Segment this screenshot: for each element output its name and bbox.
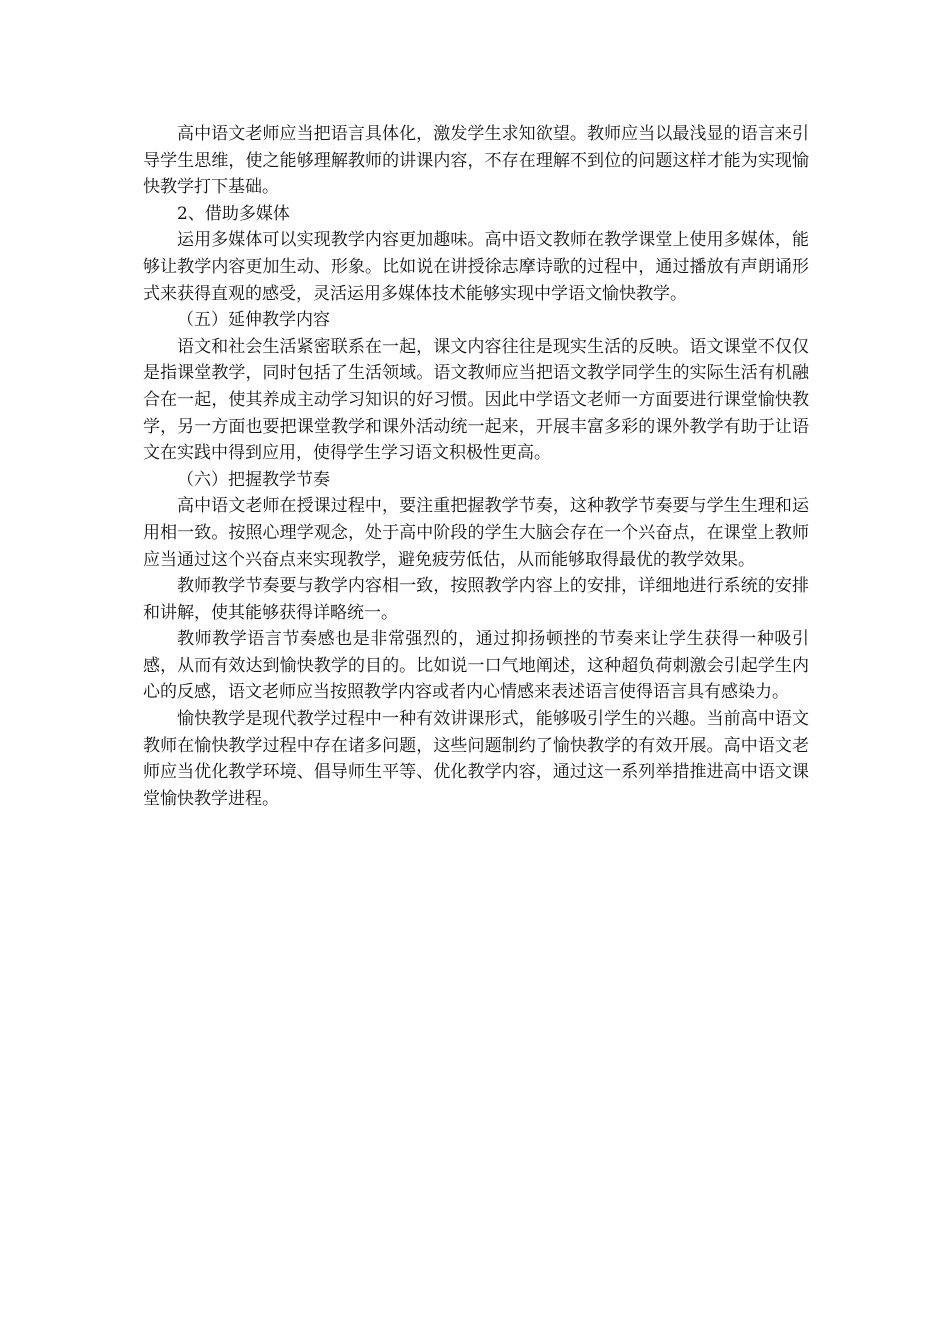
paragraph-conclusion: 愉快教学是现代教学过程中一种有效讲课形式，能够吸引学生的兴趣。当前高中语文教师在愉快教学过程中存在诸多问题，这些问题制约了愉快教学的有效开展。高中语文老师应当优化教学环境、倡导师生平等、优化教学内容，通过这一系列举措推进高中语文课堂愉快教学进程。 [143,709,809,809]
document-page [143,121,809,812]
paragraph-rhythm-content: 教师教学节奏要与教学内容相一致，按照教学内容上的安排，详细地进行系统的安排和讲解，使其能够获得详略统一。 [143,576,809,623]
heading-multimedia: 2、借助多媒体 [177,203,290,224]
heading-extend-content: （五）延伸教学内容 [177,310,330,331]
heading-teaching-rhythm: （六）把握教学节奏 [177,469,330,490]
paragraph-multimedia: 运用多媒体可以实现教学内容更加趣味。高中语文教师在教学课堂上使用多媒体，能够让教学内容更加生动、形象。比如说在讲授徐志摩诗歌的过程中，通过播放有声朗诵形式来获得直观的感受，灵活运用多媒体技术能够实现中学语文愉快教学。 [143,230,809,304]
paragraph-rhythm-language: 教师教学语言节奏感也是非常强烈的，通过抑扬顿挫的节奏来让学生获得一种吸引感，从而有效达到愉快教学的目的。比如说一口气地阐述，这种超负荷刺激会引起学生内心的反感，语文老师应当按照教学内容或者内心情感来表述语言使得语言具有感染力。 [143,629,809,703]
paragraph-extend-content: 语文和社会生活紧密联系在一起，课文内容往往是现实生活的反映。语文课堂不仅仅是指课堂教学，同时包括了生活领域。语文教师应当把语文教学同学生的实际生活有机融合在一起，使其养成主动学习知识的好习惯。因此中学语文老师一方面要进行课堂愉快教学，另一方面也要把课堂教学和课外活动统一起来，开展丰富多彩的课外教学有助于让语文在实践中得到应用，使得学生学习语文积极性更高。 [143,336,809,464]
paragraph-language-concrete: 高中语文老师应当把语言具体化，激发学生求知欲望。教师应当以最浅显的语言来引导学生思维，使之能够理解教师的讲课内容，不存在理解不到位的问题这样才能为实现愉快教学打下基础。 [143,124,809,198]
paragraph-teaching-rhythm: 高中语文老师在授课过程中，要注重把握教学节奏，这种教学节奏要与学生生理和运用相一致。按照心理学观念，处于高中阶段的学生大脑会存在一个兴奋点，在课堂上教师应当通过这个兴奋点来实现教学，避免疲劳低估，从而能够取得最优的教学效果。 [143,496,809,570]
